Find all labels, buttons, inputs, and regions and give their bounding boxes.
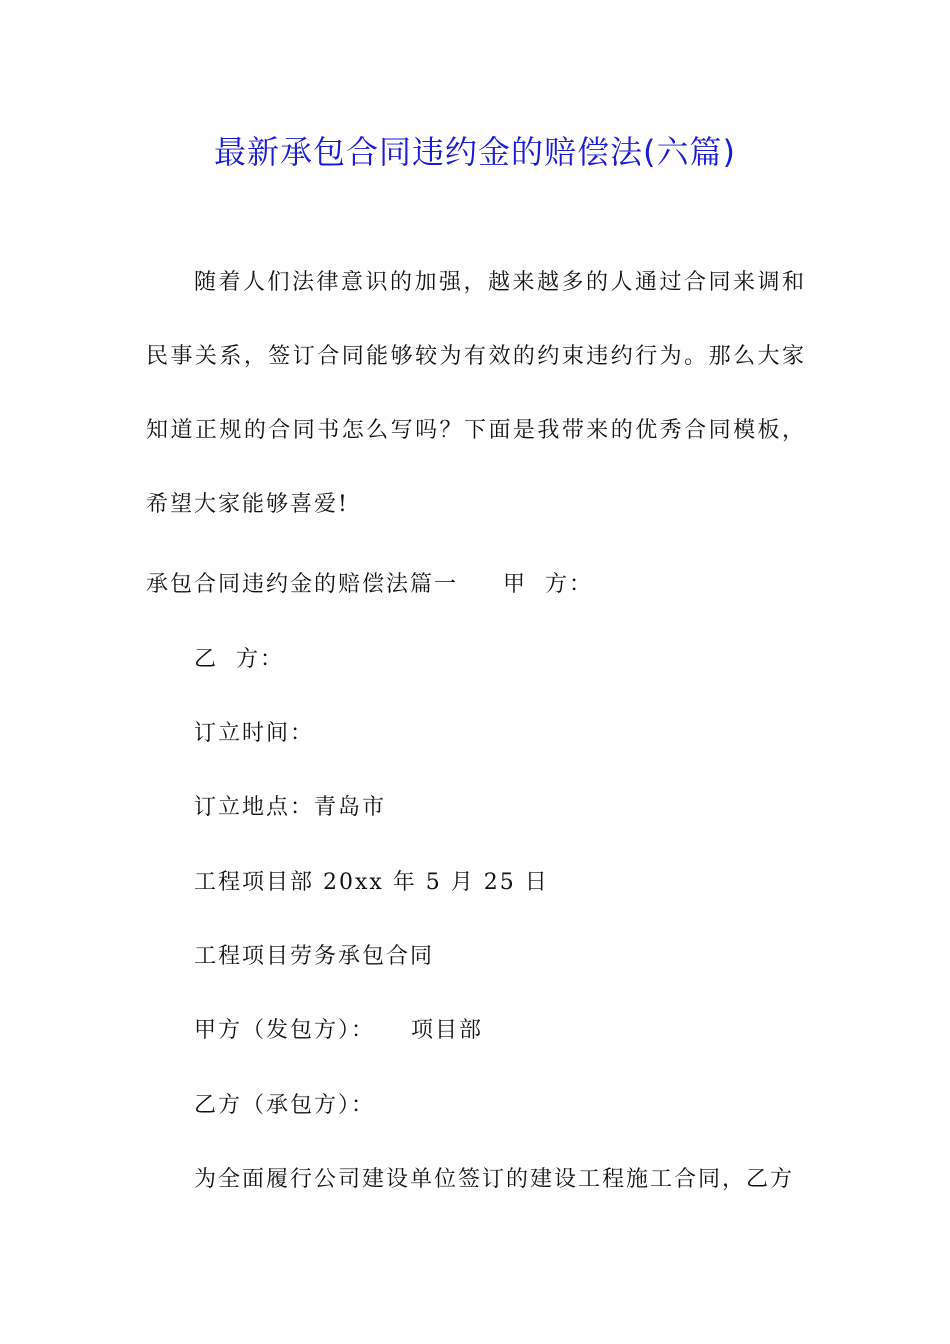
project-date-line: 工程项目部 20xx 年 5 月 25 日 [194, 870, 549, 895]
signing-time-line: 订立时间： [194, 721, 315, 746]
body-paragraph-start: 为全面履行公司建设单位签订的建设工程施工合同，乙方 [194, 1167, 795, 1192]
party-b-contractor-line: 乙方（承包方）： [194, 1093, 376, 1118]
party-a-contractor-line: 甲方（发包方）： 项目部 [194, 1018, 483, 1043]
intro-paragraph: 随着人们法律意识的加强，越来越多的人通过合同来调和民事关系，签订合同能够较为有效的约束违约行为。那么大家知道正规的合同书怎么写吗？下面是我带来的优秀合同模板，希望大家能够喜爱! [146, 270, 806, 517]
document-title: 最新承包合同违约金的赔偿法(六篇) [214, 133, 736, 171]
contract-name-line: 工程项目劳务承包合同 [194, 944, 435, 969]
signing-place-line: 订立地点：青岛市 [194, 795, 387, 820]
party-b-line: 乙 方： [194, 647, 284, 672]
section-heading-line: 承包合同违约金的赔偿法篇一 甲 方： [146, 572, 593, 597]
